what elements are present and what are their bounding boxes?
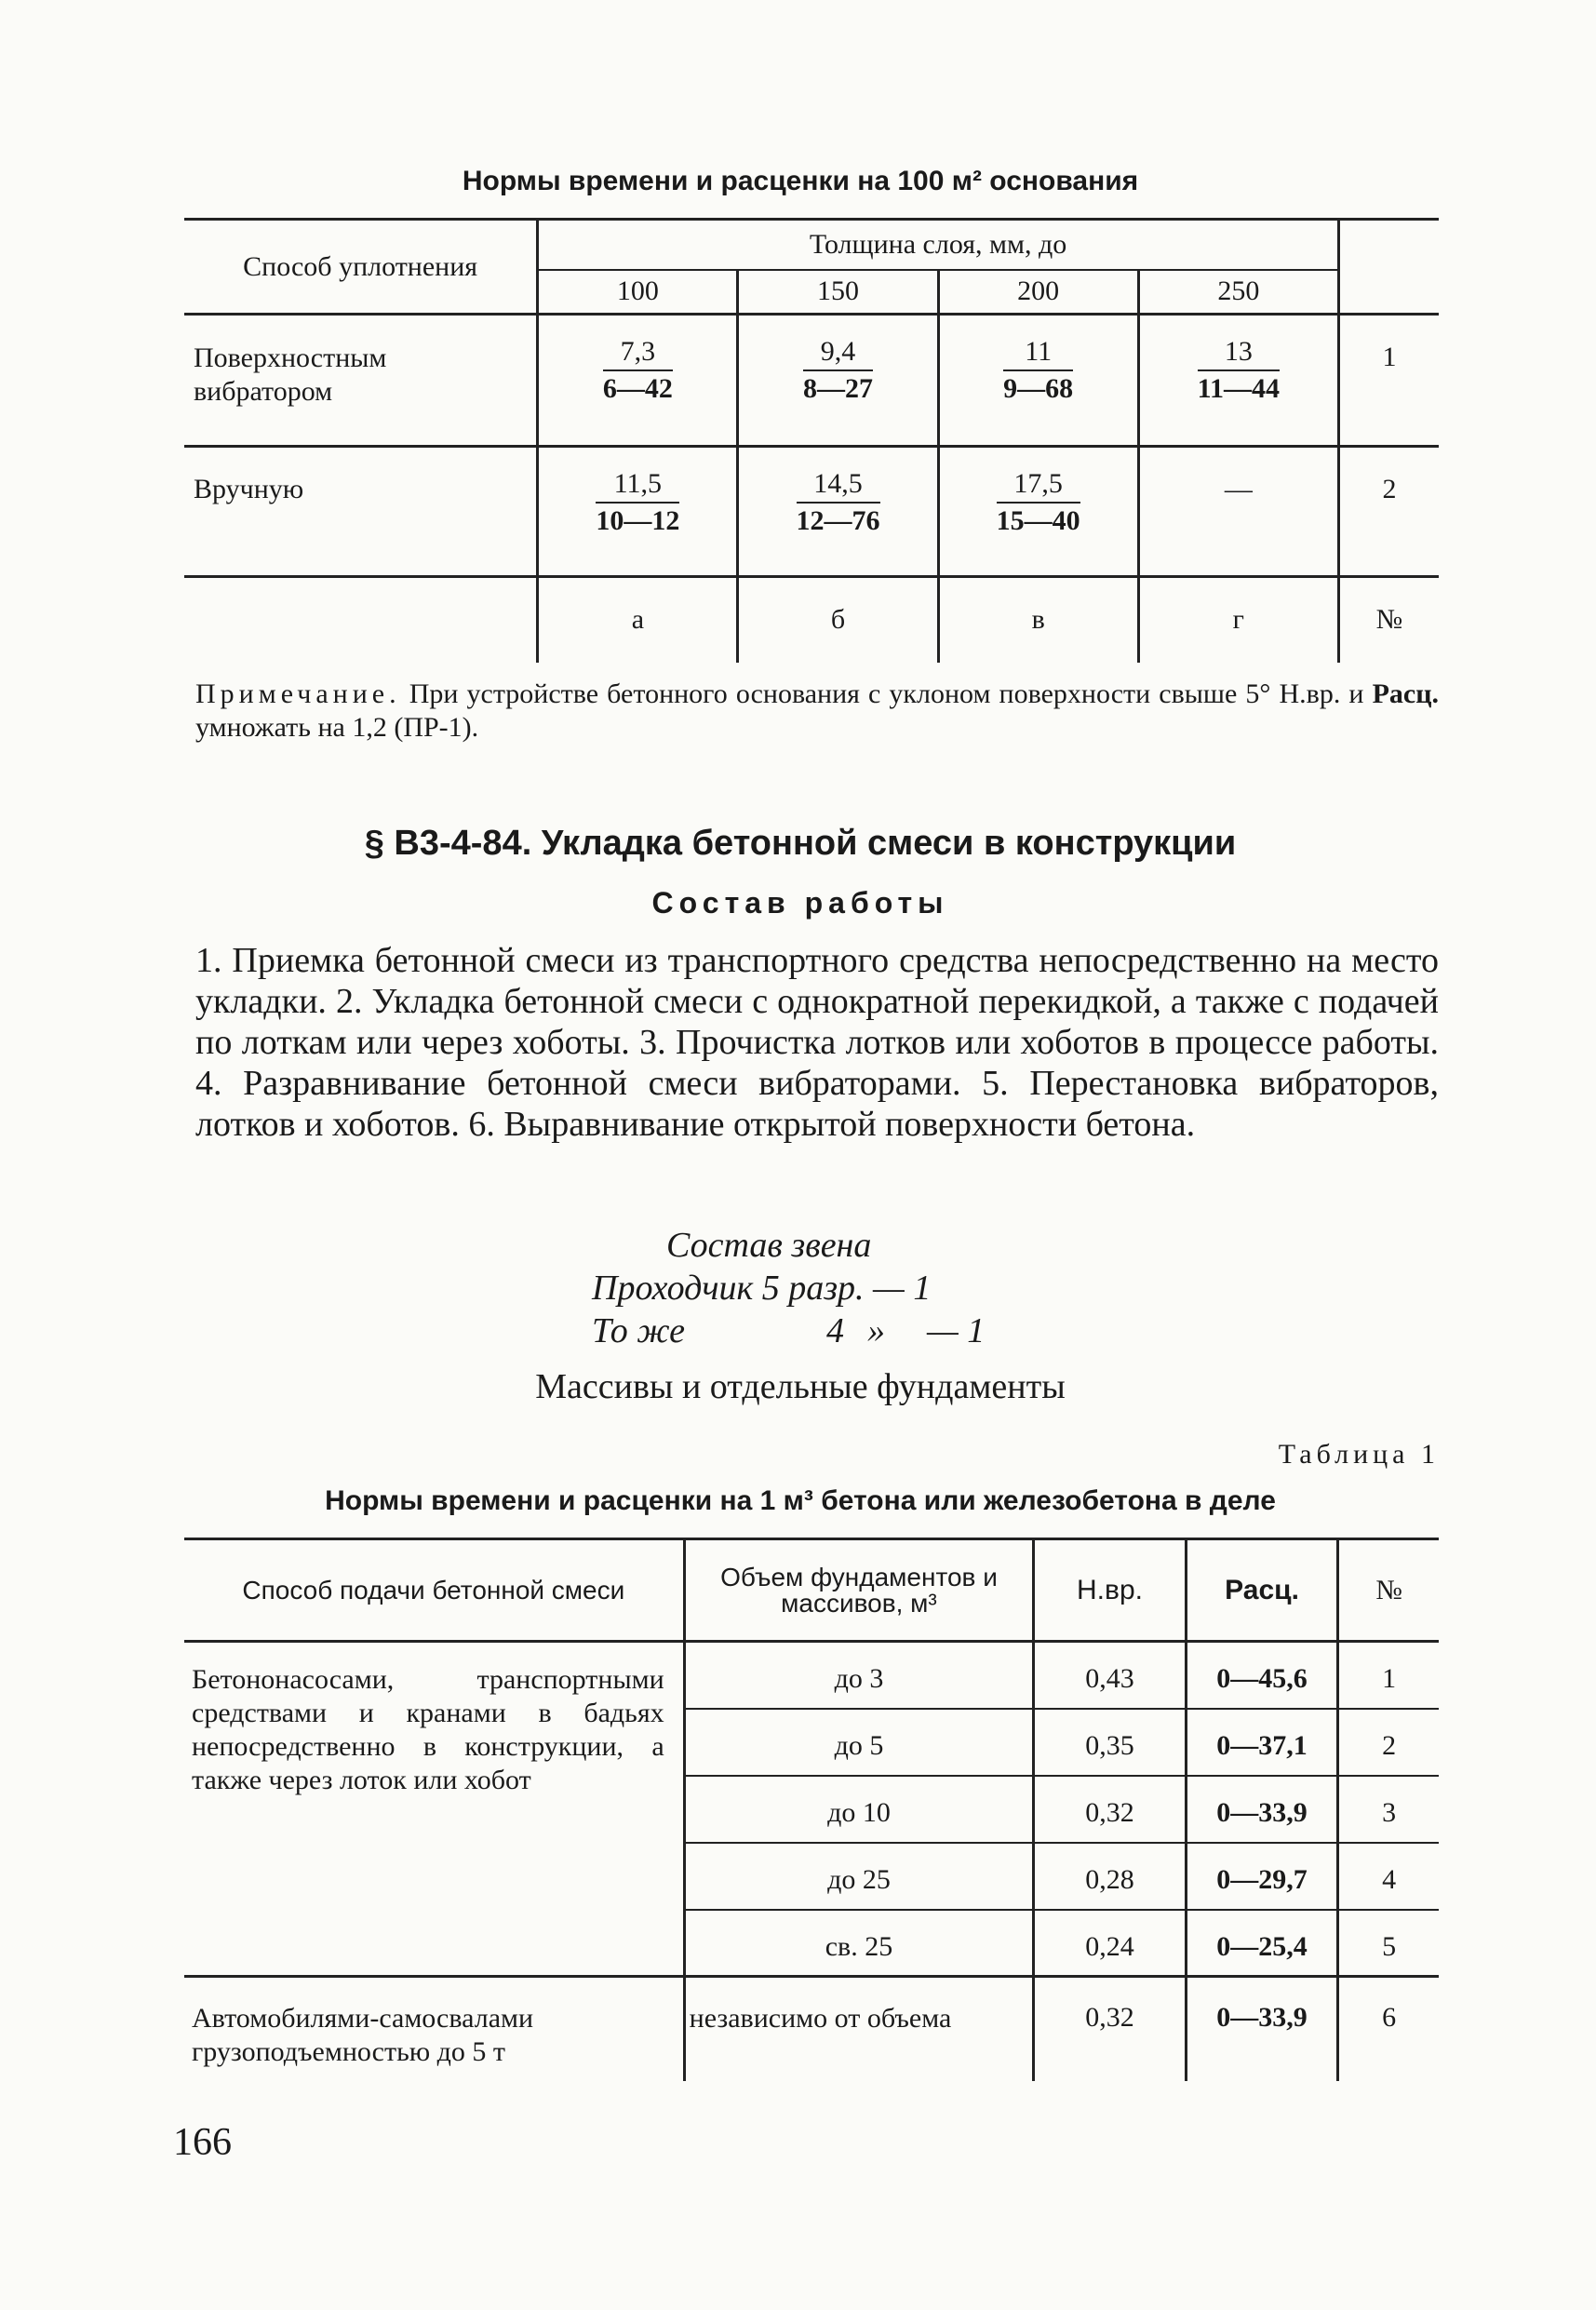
t2-col-nvr: Н.вр.	[1034, 1539, 1186, 1642]
g1-row2-num: 2	[1338, 1709, 1439, 1776]
t2-col-num: №	[1338, 1539, 1439, 1642]
section-title: § В3-4-84. Укладка бетонной смеси в конструкции	[364, 824, 1237, 863]
thickness-250: 250	[1138, 270, 1338, 315]
g1-row2-volume: до 5	[684, 1709, 1034, 1776]
table2-caption: Нормы времени и расценки на 1 м³ бетона или железобетона в деле	[325, 1485, 1276, 1516]
norms-table-2	[184, 1538, 1439, 2081]
t2-col-method: Способ подачи бетонной смеси	[184, 1539, 684, 1642]
letter-b: б	[738, 577, 938, 663]
note-bold: Расц.	[1372, 678, 1439, 709]
g1-row1-volume: до 3	[684, 1642, 1034, 1709]
row2-cell-c: $\frac{17,5}{15—40}$	[996, 468, 1080, 536]
table1-note	[195, 678, 1439, 745]
table1-caption: Нормы времени и расценки на 100 м² основания	[462, 166, 1139, 196]
subtitle: Массивы и отдельные фундаменты	[535, 1367, 1066, 1406]
letter-v: в	[938, 577, 1138, 663]
page-number: 166	[173, 2121, 232, 2164]
row1-cell-c: $\frac{11}{9—68}$	[1003, 336, 1074, 404]
g1-row3-num: 3	[1338, 1776, 1439, 1843]
g1-row1-num: 1	[1338, 1642, 1439, 1709]
row1-num: 1	[1338, 315, 1439, 447]
note-end: умножать на 1,2 (ПР-1).	[195, 712, 479, 743]
g1-row2-nvr: 0,35	[1034, 1709, 1186, 1776]
g1-row4-num: 4	[1338, 1843, 1439, 1910]
g1-row5-num: 5	[1338, 1910, 1439, 1977]
group1-method: Бетононасосами, транспортными средствами и кранами в бадьях непосредственно в конструкции, а также через лоток или хобот	[184, 1642, 684, 1977]
group2-num: 6	[1338, 1977, 1439, 2081]
row1-method: Поверхностным вибратором	[194, 342, 387, 407]
g1-row4-volume: до 25	[684, 1843, 1034, 1910]
crew-line1: Проходчик 5 разр. — 1	[592, 1269, 932, 1308]
row2-cell-b: $\frac{14,5}{12—76}$	[796, 468, 880, 536]
group2-nvr: 0,32	[1034, 1977, 1186, 2081]
letter-g: г	[1138, 577, 1338, 663]
group2-rasc: 0—33,9	[1186, 1977, 1338, 2081]
t2-col-rasc: Расц.	[1186, 1539, 1338, 1642]
group2-method: Автомобилями-самосвалами грузоподъемностью до 5 т	[192, 2003, 534, 2067]
g1-row1-nvr: 0,43	[1034, 1642, 1186, 1709]
norms-table-1	[184, 218, 1439, 663]
g1-row5-rasc: 0—25,4	[1186, 1910, 1338, 1977]
work-text: 1. Приемка бетонной смеси из транспортного средства непосредственно на место укладки. 2. Укладка бетонной смеси с однократной перекидкой, а также с подачей по лоткам или через хоботы. 3. Прочистка лотков или хоботов в процессе работы. 4. Разравнивание бетонной смеси вибраторами. 5. Перестановка вибраторов, лотков и хоботов. 6. Выравнивание открытой поверхности бетона.	[195, 941, 1439, 1144]
row2-cell-d: —	[1138, 447, 1338, 577]
t2-col-volume: Объем фундаментов и массивов, м³	[684, 1539, 1034, 1642]
thickness-100: 100	[538, 270, 738, 315]
g1-row5-nvr: 0,24	[1034, 1910, 1186, 1977]
group2-volume: независимо от объема	[684, 1977, 1034, 2081]
g1-row4-rasc: 0—29,7	[1186, 1843, 1338, 1910]
g1-row2-rasc: 0—37,1	[1186, 1709, 1338, 1776]
note-label: Примечание.	[195, 678, 401, 709]
row1-cell-b: $\frac{9,4}{8—27}$	[803, 336, 874, 404]
g1-row4-nvr: 0,28	[1034, 1843, 1186, 1910]
row1-cell-a: $\frac{7,3}{6—42}$	[602, 336, 673, 404]
g1-row3-rasc: 0—33,9	[1186, 1776, 1338, 1843]
table2-label: Таблица 1	[1278, 1439, 1440, 1470]
g1-row5-volume: св. 25	[684, 1910, 1034, 1977]
crew-line2: То же 4 » — 1	[592, 1311, 986, 1350]
col-method-header: Способ уплотнения	[184, 220, 538, 315]
g1-row3-nvr: 0,32	[1034, 1776, 1186, 1843]
thickness-150: 150	[738, 270, 938, 315]
note-text: При устройстве бетонного основания с уклоном поверхности свыше 5° Н.вр. и	[400, 678, 1373, 709]
letter-a: а	[538, 577, 738, 663]
work-heading: Состав работы	[651, 886, 949, 920]
thickness-200: 200	[938, 270, 1138, 315]
row2-method: Вручную	[194, 474, 304, 504]
letter-num: №	[1338, 577, 1439, 663]
row2-cell-a: $\frac{11,5}{10—12}$	[596, 468, 680, 536]
g1-row1-rasc: 0—45,6	[1186, 1642, 1338, 1709]
row1-cell-d: $\frac{13}{11—44}$	[1197, 336, 1280, 404]
crew-heading: Состав звена	[666, 1226, 872, 1265]
col-thickness-header: Толщина слоя, мм, до	[538, 220, 1339, 270]
row2-num: 2	[1338, 447, 1439, 577]
g1-row3-volume: до 10	[684, 1776, 1034, 1843]
